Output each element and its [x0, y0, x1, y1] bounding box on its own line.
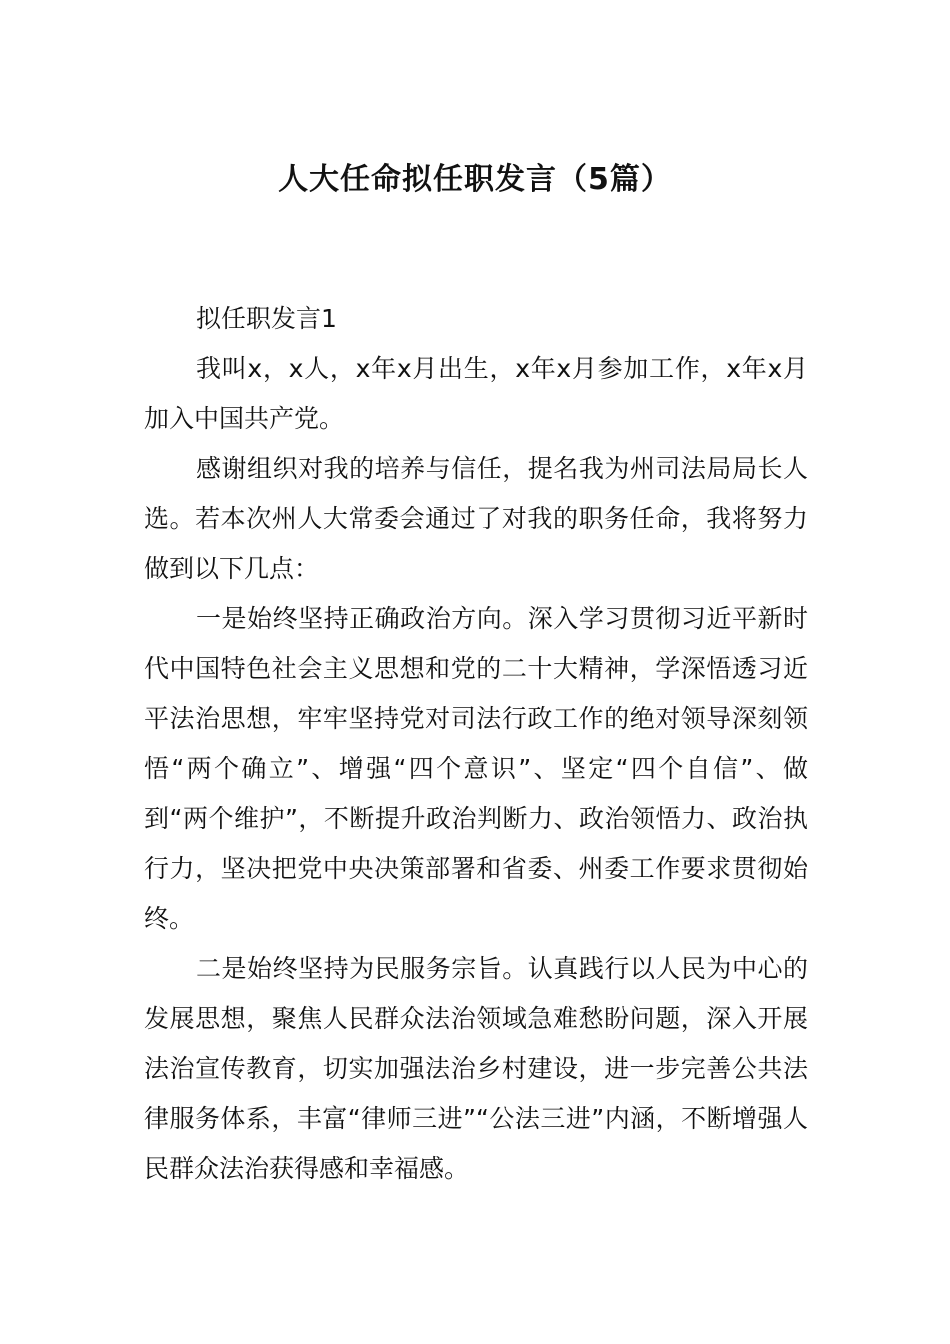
paragraph-thanks: 感谢组织对我的培养与信任，提名我为州司法局局长人选。若本次州人大常委会通过了对我的职务任命，我将努力做到以下几点：	[144, 454, 808, 583]
document-title: 人大任命拟任职发言（5篇）	[278, 162, 672, 197]
section-heading: 拟任职发言1	[196, 304, 337, 333]
paragraph-point-two: 二是始终坚持为民服务宗旨。认真践行以人民为中心的发展思想，聚焦人民群众法治领域急难愁盼问题，深入开展法治宣传教育，切实加强法治乡村建设，进一步完善公共法律服务体系，丰富“律师三进”“公法三进”内涵，不断增强人民群众法治获得感和幸福感。	[144, 954, 808, 1183]
paragraph-point-one: 一是始终坚持正确政治方向。深入学习贯彻习近平新时代中国特色社会主义思想和党的二十大精神，学深悟透习近平法治思想，牢牢坚持党对司法行政工作的绝对领导深刻领悟“两个确立”、增强“四个意识”、坚定“四个自信”、做到“两个维护”，不断提升政治判断力、政治领悟力、政治执行力，坚决把党中央决策部署和省委、州委工作要求贯彻始终。	[144, 604, 808, 933]
document-body	[144, 294, 808, 1194]
paragraph-introduction: 我叫x，x人，x年x月出生，x年x月参加工作，x年x月加入中国共产党。	[144, 354, 808, 433]
